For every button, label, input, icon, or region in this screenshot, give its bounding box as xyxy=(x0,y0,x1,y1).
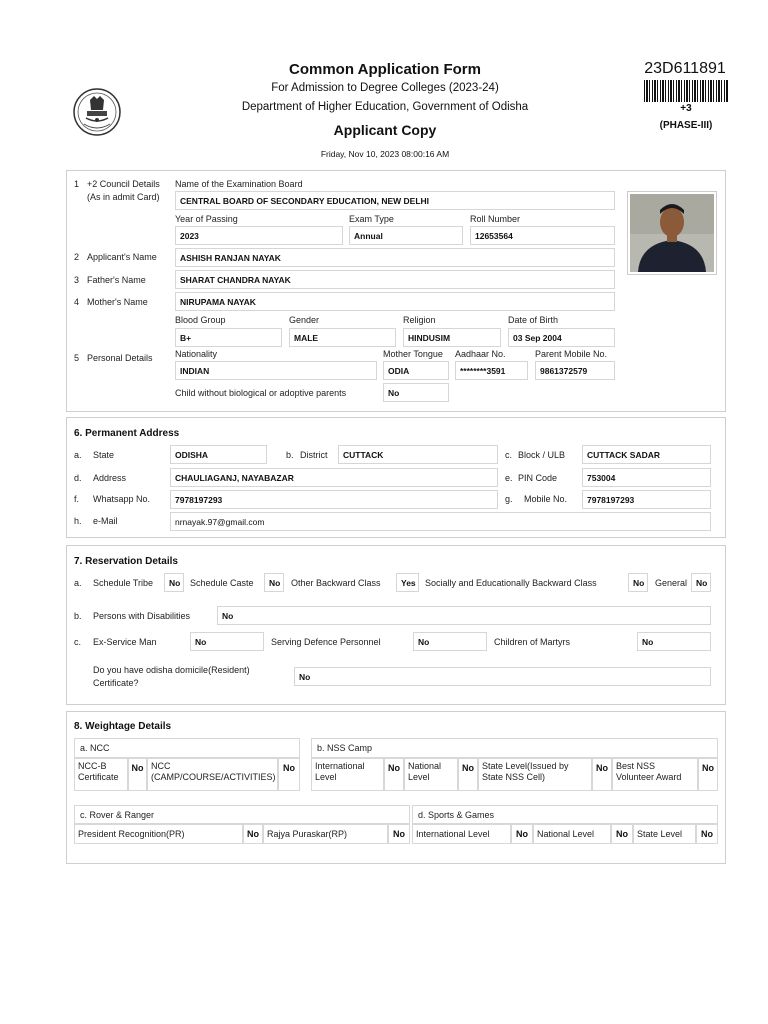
addr-label: Address xyxy=(93,473,127,483)
whatsapp-label: Whatsapp No. xyxy=(93,494,151,504)
st-label: Schedule Tribe xyxy=(93,578,154,588)
sdp-value: No xyxy=(413,632,487,651)
mother-label: Mother's Name xyxy=(87,297,148,307)
address-a: a. xyxy=(74,450,82,460)
blood-value: B+ xyxy=(175,328,282,347)
nccb-value: No xyxy=(128,758,147,791)
sc-value: No xyxy=(264,573,284,592)
gen-label: General xyxy=(655,578,688,588)
sp-nat-value: No xyxy=(611,824,633,844)
address-c: c. xyxy=(505,450,513,460)
mobile-value: 7978197293 xyxy=(582,490,711,509)
address-title: 6. Permanent Address xyxy=(74,428,180,439)
address-h: h. xyxy=(74,516,82,526)
ncc-header: a. NCC xyxy=(74,738,300,758)
religion-value: HINDUSIM xyxy=(403,328,501,347)
obc-value: Yes xyxy=(396,573,419,592)
nss-state-value: No xyxy=(592,758,612,791)
parent-mobile-label: Parent Mobile No. xyxy=(535,349,608,359)
religion-label: Religion xyxy=(403,315,436,325)
ncc-camp-label: NCC (CAMP/COURSE/ACTIVITIES) xyxy=(147,758,278,791)
father-num: 3 xyxy=(74,275,80,285)
mother-value: NIRUPAMA NAYAK xyxy=(175,292,615,311)
email-value: nrnayak.97@gmail.com xyxy=(170,512,711,531)
whatsapp-value: 7978197293 xyxy=(170,490,498,509)
mobile-label: Mobile No. xyxy=(524,494,568,504)
pr-value: No xyxy=(243,824,263,844)
form-title: Common Application Form xyxy=(289,61,481,78)
reservation-b: b. xyxy=(74,611,82,621)
sp-nat-label: National Level xyxy=(533,824,611,844)
rp-label: Rajya Puraskar(RP) xyxy=(263,824,388,844)
rp-value: No xyxy=(388,824,410,844)
dob-value: 03 Sep 2004 xyxy=(508,328,615,347)
child-label: Child without biological or adoptive parents xyxy=(175,388,347,398)
ncc-camp-value: No xyxy=(278,758,300,791)
sports-header: d. Sports & Games xyxy=(412,805,718,824)
nss-int-label: International Level xyxy=(311,758,384,791)
applicant-value: ASHISH RANJAN NAYAK xyxy=(175,248,615,267)
print-datetime: Friday, Nov 10, 2023 08:00:16 AM xyxy=(320,149,450,159)
addr-value: CHAULIAGANJ, NAYABAZAR xyxy=(170,468,498,487)
year-value: 2023 xyxy=(175,226,343,245)
sc-label: Schedule Caste xyxy=(190,578,254,588)
pin-label: PIN Code xyxy=(518,473,558,483)
personal-label: Personal Details xyxy=(87,353,153,363)
exam-type-value: Annual xyxy=(349,226,463,245)
roll-value: 12653564 xyxy=(470,226,615,245)
address-f: f. xyxy=(74,494,80,504)
reservation-c: c. xyxy=(74,637,82,647)
nationality-label: Nationality xyxy=(175,349,218,359)
sebc-value: No xyxy=(628,573,648,592)
parent-mobile-value: 9861372579 xyxy=(535,361,615,380)
council-num: 1 xyxy=(74,179,80,189)
pin-value: 753004 xyxy=(582,468,711,487)
nss-best-label: Best NSS Volunteer Award xyxy=(612,758,698,791)
form-subtitle-department: Department of Higher Education, Government of Odisha xyxy=(241,101,529,113)
state-value: ODISHA xyxy=(170,445,267,464)
com-value: No xyxy=(637,632,711,651)
address-b: b. xyxy=(286,450,294,460)
reservation-a: a. xyxy=(74,578,82,588)
nationality-value: INDIAN xyxy=(175,361,377,380)
state-label: State xyxy=(93,450,115,460)
form-subtitle-session: For Admission to Degree Colleges (2023-24) xyxy=(271,82,499,94)
pr-label: President Recognition(PR) xyxy=(74,824,243,844)
father-value: SHARAT CHANDRA NAYAK xyxy=(175,270,615,289)
nss-state-label: State Level(Issued by State NSS Cell) xyxy=(478,758,592,791)
pwd-label: Persons with Disabilities xyxy=(93,611,191,621)
blood-label: Blood Group xyxy=(175,315,226,325)
roll-label: Roll Number xyxy=(470,214,521,224)
sp-int-value: No xyxy=(511,824,533,844)
personal-num: 5 xyxy=(74,353,80,363)
block-value: CUTTACK SADAR xyxy=(582,445,711,464)
email-label: e-Mail xyxy=(93,516,118,526)
council-label: +2 Council Details xyxy=(87,179,160,189)
nss-int-value: No xyxy=(384,758,404,791)
tongue-value: ODIA xyxy=(383,361,449,380)
government-emblem-icon xyxy=(72,86,122,138)
course-label: +3 xyxy=(680,103,692,114)
child-value: No xyxy=(383,383,449,402)
board-label: Name of the Examination Board xyxy=(175,179,303,189)
domicile-label-sub: Certificate? xyxy=(93,678,139,688)
obc-label: Other Backward Class xyxy=(291,578,381,588)
district-value: CUTTACK xyxy=(338,445,498,464)
copy-label: Applicant Copy xyxy=(333,122,437,138)
pwd-value: No xyxy=(217,606,711,625)
barcode xyxy=(644,80,728,102)
sp-state-label: State Level xyxy=(633,824,696,844)
dob-label: Date of Birth xyxy=(508,315,559,325)
st-value: No xyxy=(164,573,184,592)
aadhaar-value: ********3591 xyxy=(455,361,528,380)
mother-num: 4 xyxy=(74,297,80,307)
applicant-num: 2 xyxy=(74,252,80,262)
nccb-label: NCC-B Certificate xyxy=(74,758,128,791)
applicant-photo xyxy=(627,191,717,275)
application-id: 23D611891 xyxy=(644,60,726,77)
aadhaar-label: Aadhaar No. xyxy=(455,349,506,359)
phase-label: (PHASE-III) xyxy=(659,120,713,131)
district-label: District xyxy=(300,450,328,460)
address-e: e. xyxy=(505,473,513,483)
rover-header: c. Rover & Ranger xyxy=(74,805,410,824)
domicile-value: No xyxy=(294,667,711,686)
nss-header: b. NSS Camp xyxy=(311,738,718,758)
tongue-label: Mother Tongue xyxy=(383,349,443,359)
council-label-sub: (As in admit Card) xyxy=(87,192,160,202)
esm-label: Ex-Service Man xyxy=(93,637,157,647)
nss-nat-label: National Level xyxy=(404,758,458,791)
weightage-title: 8. Weightage Details xyxy=(74,721,172,732)
reservation-title: 7. Reservation Details xyxy=(74,556,178,567)
com-label: Children of Martyrs xyxy=(494,637,571,647)
gender-label: Gender xyxy=(289,315,320,325)
block-label: Block / ULB xyxy=(518,450,566,460)
sdp-label: Serving Defence Personnel xyxy=(271,637,381,647)
nss-best-value: No xyxy=(698,758,718,791)
sp-state-value: No xyxy=(696,824,718,844)
applicant-label: Applicant's Name xyxy=(87,252,157,262)
father-label: Father's Name xyxy=(87,275,146,285)
year-label: Year of Passing xyxy=(175,214,238,224)
board-value: CENTRAL BOARD OF SECONDARY EDUCATION, NEW DELHI xyxy=(175,191,615,210)
gen-value: No xyxy=(691,573,711,592)
address-d: d. xyxy=(74,473,82,483)
nss-nat-value: No xyxy=(458,758,478,791)
sebc-label: Socially and Educationally Backward Class xyxy=(425,578,597,588)
domicile-label: Do you have odisha domicile(Resident) xyxy=(93,665,250,675)
esm-value: No xyxy=(190,632,264,651)
address-g: g. xyxy=(505,494,513,504)
gender-value: MALE xyxy=(289,328,396,347)
sp-int-label: International Level xyxy=(412,824,511,844)
exam-type-label: Exam Type xyxy=(349,214,394,224)
